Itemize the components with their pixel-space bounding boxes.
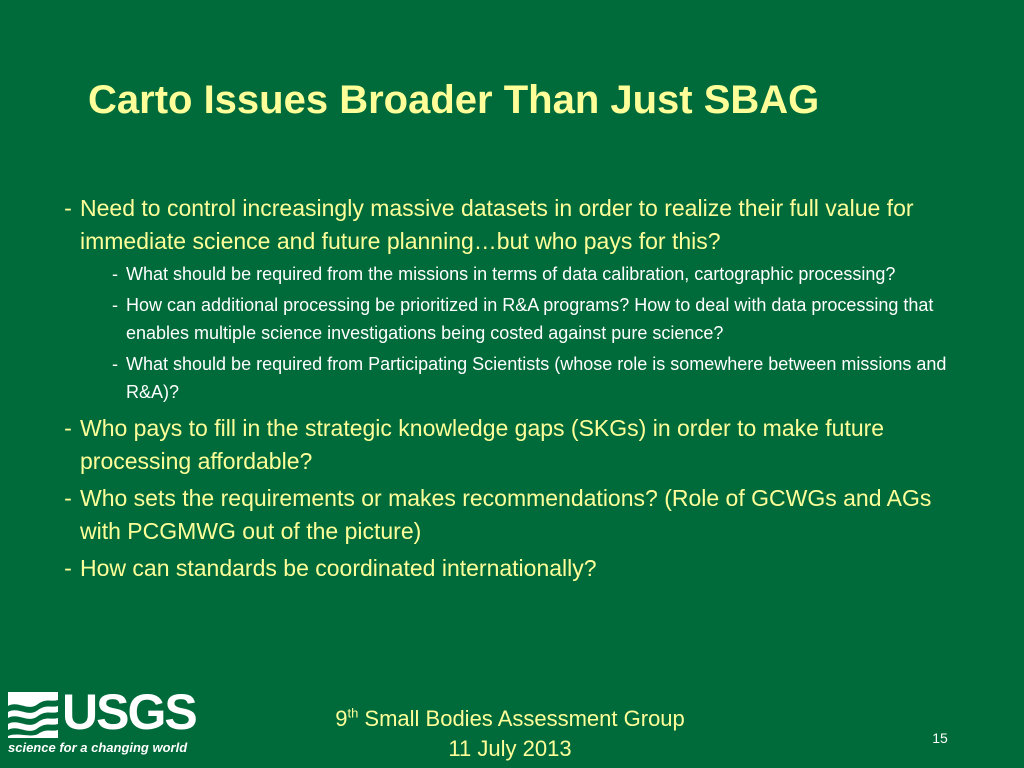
bullet-dash: - bbox=[64, 555, 72, 581]
sub-bullet-dash: - bbox=[112, 295, 118, 315]
bullet-dash: - bbox=[64, 195, 72, 221]
slide-title: Carto Issues Broader Than Just SBAG bbox=[88, 78, 820, 122]
bullet-text: Who sets the requirements or makes recommendations? (Role of GCWGs and AGs with PCGMWG out of the picture) bbox=[80, 485, 932, 544]
slide-body bbox=[56, 192, 976, 589]
bullet-text: How can standards be coordinated internationally? bbox=[80, 555, 597, 581]
sub-bullet-item bbox=[104, 350, 976, 406]
usgs-wordmark: USGS bbox=[62, 684, 196, 740]
usgs-logo bbox=[8, 684, 198, 762]
bullet-item bbox=[56, 482, 976, 548]
usgs-wave-mark-icon bbox=[8, 692, 58, 738]
bullet-item bbox=[56, 192, 976, 258]
bullet-item bbox=[56, 552, 976, 585]
bullet-item bbox=[56, 412, 976, 478]
sub-bullet-dash: - bbox=[112, 354, 118, 374]
bullet-text: Need to control increasingly massive datasets in order to realize their full value for immediate science and future planning…but who pays for this? bbox=[80, 195, 914, 254]
footer-ordinal-number: 9 bbox=[335, 706, 348, 731]
sub-bullet-dash: - bbox=[112, 264, 118, 284]
bullet-dash: - bbox=[64, 485, 72, 511]
sub-bullet-item bbox=[104, 260, 976, 288]
sub-bullet-item bbox=[104, 291, 976, 347]
sub-bullet-text: What should be required from the missions in terms of data calibration, cartographic processing? bbox=[126, 264, 896, 284]
sub-bullet-text: How can additional processing be prioritized in R&A programs? How to deal with data processing that enables multiple science investigations being costed against pure science? bbox=[126, 295, 934, 343]
sub-bullet-text: What should be required from Participating Scientists (whose role is somewhere between missions and R&A)? bbox=[126, 354, 947, 402]
footer-date: 11 July 2013 bbox=[448, 736, 572, 761]
footer-event-line bbox=[290, 704, 730, 734]
footer-event-name: Small Bodies Assessment Group bbox=[358, 706, 685, 731]
usgs-tagline: science for a changing world bbox=[8, 740, 188, 755]
bullet-text: Who pays to fill in the strategic knowledge gaps (SKGs) in order to make future processing affordable? bbox=[80, 415, 885, 474]
footer-meeting bbox=[290, 704, 730, 764]
bullet-dash: - bbox=[64, 415, 72, 441]
sub-bullet-list bbox=[104, 260, 976, 406]
footer-ordinal-suffix: th bbox=[347, 705, 359, 721]
page-number: 15 bbox=[932, 730, 948, 746]
